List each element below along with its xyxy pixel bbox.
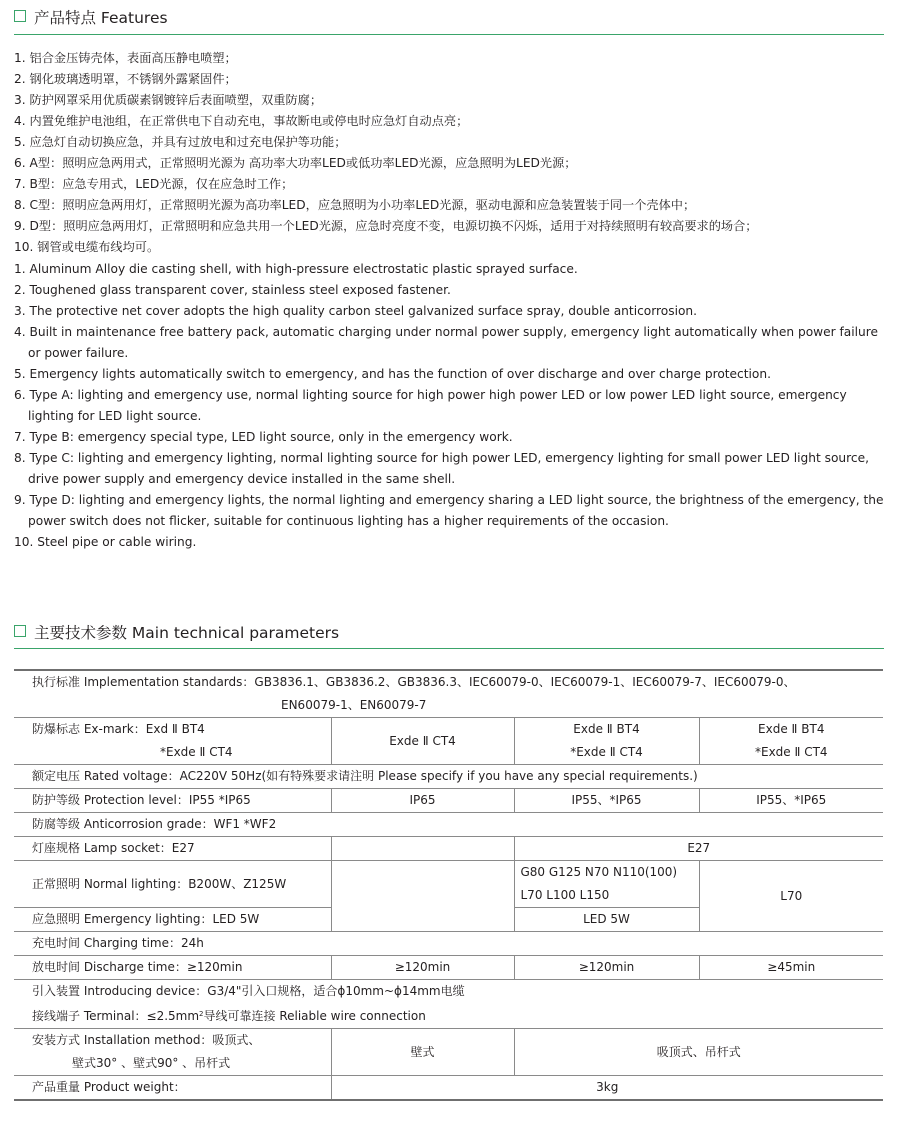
table-cell: 防护等级 Protection level：IP55 *IP65 — [14, 789, 331, 813]
list-item: 6. Type A: lighting and emergency use, normal lighting source for high power high power LED or low power LED light source, emergency lighting for LED light source. — [14, 388, 847, 423]
table-cell: IP65 — [331, 789, 514, 813]
list-item: 1. 铝合金压铸壳体，表面高压静电喷塑； — [14, 51, 237, 65]
list-item: 8. Type C: lighting and emergency lighting, normal lighting source for high power LED, emergency lighting for small power LED light source, drive power supply and emergency device installed in the same shell. — [14, 451, 869, 486]
table-row — [14, 1029, 883, 1076]
table-cell: ≥120min — [514, 956, 699, 980]
list-item: 1. Aluminum Alloy die casting shell, with high-pressure electrostatic plastic sprayed surface. — [14, 262, 578, 276]
install-label: 安装方式 Installation method：吸顶式、 — [32, 1033, 261, 1047]
exmark-label: 防爆标志 Ex-mark：Exd Ⅱ BT4 — [32, 722, 205, 736]
list-item: 10. 钢管或电缆布线均可。 — [14, 240, 160, 254]
checkbox-square-icon — [14, 10, 26, 22]
standards-label: 执行标准 Implementation standards： — [32, 675, 255, 689]
table-cell: 3kg — [331, 1076, 883, 1101]
table-cell — [514, 861, 699, 908]
exmark-value: *Exde Ⅱ CT4 — [754, 745, 828, 759]
table-row — [14, 861, 883, 908]
table-row — [14, 813, 883, 837]
list-item: 5. Emergency lights automatically switch to emergency, and has the function of over discharge and over charge protection. — [14, 367, 771, 381]
table-row — [14, 1076, 883, 1101]
list-item: 3. The protective net cover adopts the high quality carbon steel galvanized surface spray, double anticorrosion. — [14, 304, 698, 318]
table-cell: 防腐等级 Anticorrosion grade：WF1 *WF2 — [14, 813, 883, 837]
list-item: 2. Toughened glass transparent cover, stainless steel exposed fastener. — [14, 283, 451, 297]
table-cell: ≥45min — [699, 956, 883, 980]
list-item: 10. Steel pipe or cable wiring. — [14, 535, 197, 549]
list-item: 7. Type B: emergency special type, LED light source, only in the emergency work. — [14, 430, 513, 444]
table-cell: 正常照明 Normal lighting：B200W、Z125W — [14, 861, 331, 908]
normal-lighting-value: G80 G125 N70 N110(100) — [520, 865, 678, 879]
table-cell: 灯座规格 Lamp socket：E27 — [14, 837, 331, 861]
table-row — [14, 670, 883, 718]
table-cell — [14, 670, 883, 718]
table-cell — [699, 718, 883, 765]
exmark-value: Exde Ⅱ BT4 — [758, 722, 825, 736]
list-item: 4. Built in maintenance free battery pack, automatic charging under normal power supply, emergency light automatically when power failure or power failure. — [14, 325, 879, 360]
list-item: 6. A型：照明应急两用式，正常照明光源为 高功率大功率LED或低功率LED光源，应急照明为LED光源； — [14, 156, 577, 170]
list-item: 7. B型：应急专用式，LED光源，仅在应急时工作； — [14, 177, 294, 191]
table-cell: IP55、*IP65 — [699, 789, 883, 813]
table-row — [14, 765, 883, 789]
terminal-text: 接线端子 Terminal：$\le 2.5mm^2$导线可靠连接 Reliable wire connection — [32, 1009, 426, 1023]
table-row — [14, 789, 883, 813]
standards-value-cont: EN60079-1、EN60079-7 — [281, 698, 427, 712]
table-cell — [14, 1029, 331, 1076]
list-item: 2. 钢化玻璃透明罩，不锈钢外露紧固件； — [14, 72, 237, 86]
table-cell: 放电时间 Discharge time：≥120min — [14, 956, 331, 980]
list-item: 5. 应急灯自动切换应急，并具有过放电和过充电保护等功能； — [14, 135, 347, 149]
table-cell: 充电时间 Charging time：24h — [14, 932, 883, 956]
table-cell — [14, 980, 883, 1029]
table-cell: IP55、*IP65 — [514, 789, 699, 813]
features-header — [14, 6, 884, 36]
table-cell: L70 — [699, 861, 883, 932]
exmark-value: *Exde Ⅱ CT4 — [570, 745, 643, 759]
table-cell: Exde Ⅱ CT4 — [331, 718, 514, 765]
table-cell: E27 — [514, 837, 883, 861]
section-divider — [14, 648, 884, 649]
list-item: 3. 防护网罩采用优质碳素钢镀锌后表面喷塑，双重防腐； — [14, 93, 323, 107]
normal-lighting-value: L70 L100 L150 — [520, 888, 610, 902]
table-row — [14, 932, 883, 956]
table-row — [14, 718, 883, 765]
table-cell: 壁式 — [331, 1029, 514, 1076]
table-cell: LED 5W — [514, 908, 699, 932]
checkbox-square-icon — [14, 625, 26, 637]
list-item: 9. Type D: lighting and emergency lights, the normal lighting and emergency sharing a LED light source, the brightness of the emergency, the power switch does not flicker, suitable for continuous lighting has a higher requirements of the occasion. — [14, 493, 884, 528]
table-cell — [331, 861, 514, 932]
install-label-cont: 壁式30° 、壁式90° 、吊杆式 — [72, 1056, 231, 1070]
device-text: 引入装置 Introducing device：G3/4"引入口规格，适合ɸ10mm~ɸ14mm电缆 — [32, 984, 465, 998]
params-table — [14, 669, 883, 1101]
standards-value: GB3836.1、GB3836.2、GB3836.3、IEC60079-0、IEC60079-1、IEC60079-7、IEC60079-0、 — [254, 675, 796, 689]
table-cell — [14, 718, 331, 765]
table-cell: ≥120min — [331, 956, 514, 980]
features-list-english — [14, 259, 889, 553]
table-cell — [514, 718, 699, 765]
list-item: 9. D型：照明应急两用灯，正常照明和应急共用一个LED光源，应急时亮度不变，电源切换不闪烁，适用于对持续照明有较高要求的场合； — [14, 219, 758, 233]
exmark-value: Exde Ⅱ BT4 — [573, 722, 640, 736]
exmark-value: *Exde Ⅱ CT4 — [160, 745, 233, 759]
table-row — [14, 980, 883, 1029]
table-cell: 吸顶式、吊杆式 — [514, 1029, 883, 1076]
table-cell: 产品重量 Product weight： — [14, 1076, 331, 1101]
table-row — [14, 837, 883, 861]
table-cell: 额定电压 Rated voltage：AC220V 50Hz(如有特殊要求请注明 Please specify if you have any special requirements.) — [14, 765, 883, 789]
list-item: 8. C型：照明应急两用灯，正常照明光源为高功率LED，应急照明为小功率LED光源，驱动电源和应急装置装于同一个壳体中； — [14, 198, 696, 212]
params-header — [14, 620, 884, 650]
features-title: 产品特点 Features — [34, 9, 168, 27]
table-cell: 应急照明 Emergency lighting：LED 5W — [14, 908, 331, 932]
table-row — [14, 956, 883, 980]
features-list-chinese — [14, 48, 889, 258]
list-item: 4. 内置免维护电池组，在正常供电下自动充电，事故断电或停电时应急灯自动点亮； — [14, 114, 469, 128]
section-divider — [14, 34, 884, 35]
table-cell — [331, 837, 514, 861]
params-title: 主要技术参数 Main technical parameters — [34, 624, 340, 642]
